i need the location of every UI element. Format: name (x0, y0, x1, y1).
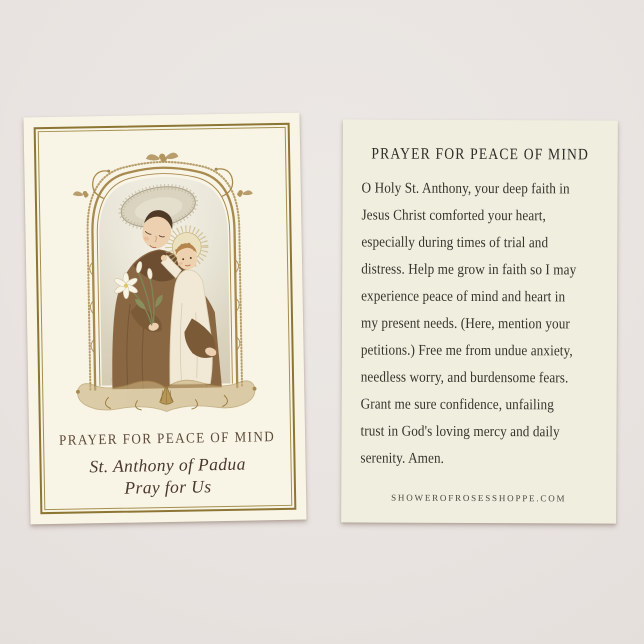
invocation-script: Pray for Us (124, 476, 212, 498)
prayer-text-line: trust in God's loving mercy and daily (360, 423, 560, 441)
cherub-right (237, 190, 253, 197)
prayer-text-line: distress. Help me grow in faith so I may (361, 261, 577, 279)
prayer-text-line: especially during times of trial and (361, 234, 549, 252)
front-card-title: PRAYER FOR PEACE OF MIND (58, 429, 276, 449)
prayer-card-front (23, 113, 306, 525)
prayer-text-line: O Holy St. Anthony, your deep faith in (361, 180, 570, 198)
st-anthony-illustration (66, 145, 263, 426)
saint-name-script: St. Anthony of Padua (89, 453, 246, 477)
prayer-text-line: needless worry, and burdensome fears. (360, 369, 569, 387)
cherub-left (73, 191, 89, 198)
prayer-card-back (341, 119, 618, 523)
prayer-text-line: serenity. Amen. (360, 450, 445, 467)
prayer-text (360, 175, 601, 473)
cherub-top (146, 153, 179, 163)
prayer-text-line: petitions.) Free me from undue anxiety, (360, 342, 573, 360)
prayer-text-line: Jesus Christ comforted your heart, (361, 207, 546, 225)
prayer-text-line: my present needs. (Here, mention your (360, 315, 570, 333)
prayer-text-line: experience peace of mind and heart in (361, 288, 566, 306)
prayer-text-line: Grant me sure confidence, unfailing (360, 396, 554, 414)
shop-url-footer: SHOWEROFROSESSHOPPE.COM (391, 492, 567, 504)
prayer-title: PRAYER FOR PEACE OF MIND (371, 145, 590, 164)
